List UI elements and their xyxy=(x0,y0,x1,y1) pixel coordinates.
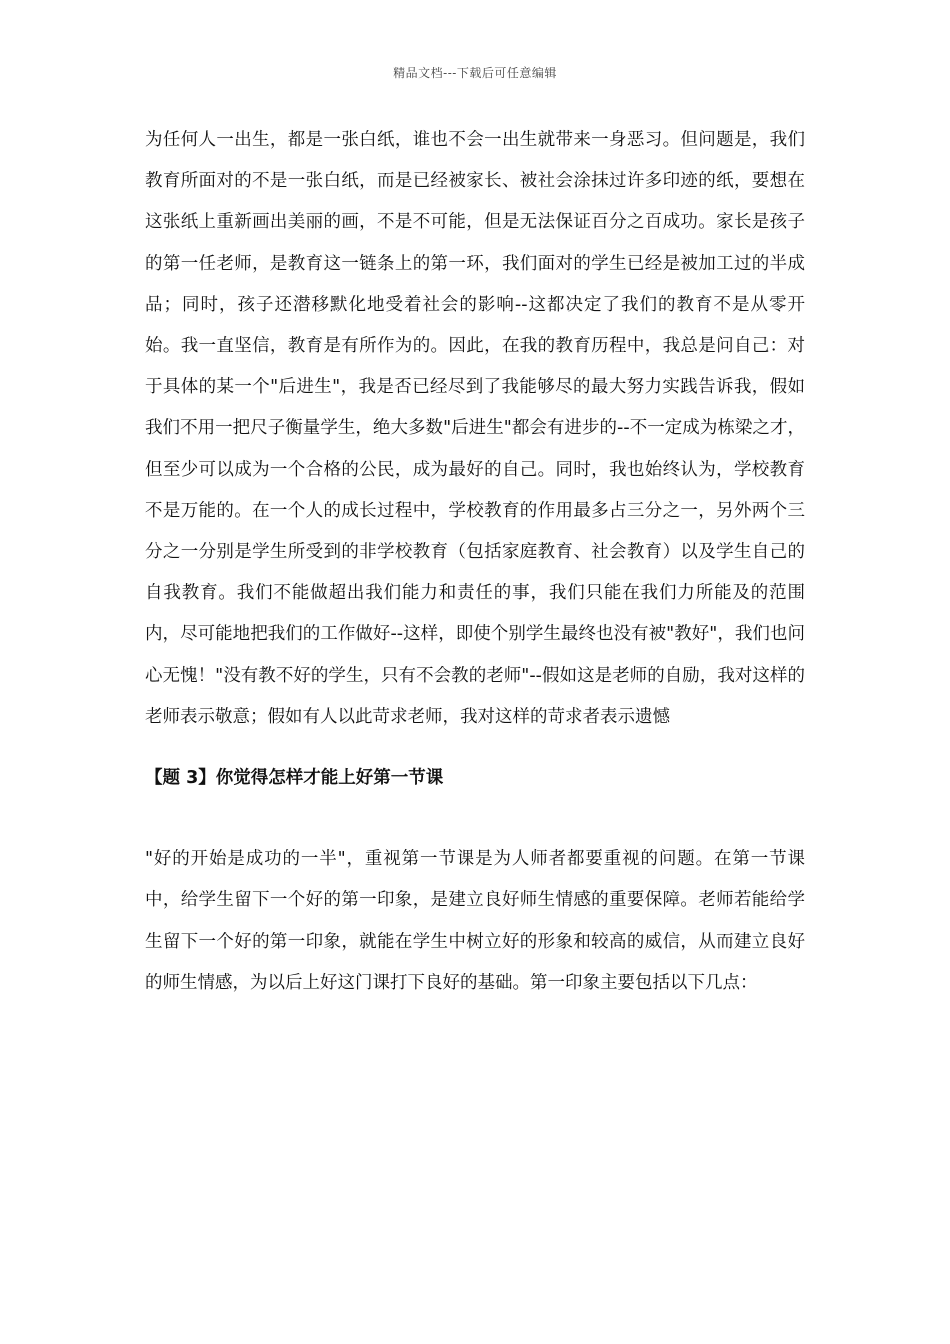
document-body xyxy=(145,120,805,1004)
paragraph-1: 为任何人一出生，都是一张白纸，谁也不会一出生就带来一身恶习。但问题是，我们教育所面对的不是一张白纸，而是已经被家长、被社会涂抹过许多印迹的纸，要想在这张纸上重新画出美丽的画，不是不可能，但是无法保证百分之百成功。家长是孩子的第一任老师，是教育这一链条上的第一环，我们面对的学生已经是被加工过的半成品；同时，孩子还潜移默化地受着社会的影响--这都决定了我们的教育不是从零开始。我一直坚信，教育是有所作为的。因此，在我的教育历程中，我总是问自己：对于具体的某一个"后进生"，我是否已经尽到了我能够尽的最大努力实践告诉我，假如我们不用一把尺子衡量学生，绝大多数"后进生"都会有进步的--不一定成为栋梁之才，但至少可以成为一个合格的公民，成为最好的自己。同时，我也始终认为，学校教育不是万能的。在一个人的成长过程中，学校教育的作用最多占三分之一，另外两个三分之一分别是学生所受到的非学校教育（包括家庭教育、社会教育）以及学生自己的自我教育。我们不能做超出我们能力和责任的事，我们只能在我们力所能及的范围内，尽可能地把我们的工作做好--这样，即使个别学生最终也没有被"教好"，我们也问心无愧！"没有教不好的学生，只有不会教的老师"--假如这是老师的自励，我对这样的老师表示敬意；假如有人以此苛求老师，我对这样的苛求者表示遗憾 xyxy=(145,130,805,727)
question-heading: 【题 3】你觉得怎样才能上好第一节课 xyxy=(145,768,444,789)
spacer xyxy=(145,799,805,839)
page-header: 精品文档---下载后可任意编辑 xyxy=(393,66,557,80)
paragraph-2: "好的开始是成功的一半"，重视第一节课是为人师者都要重视的问题。在第一节课中，给学生留下一个好的第一印象，是建立良好师生情感的重要保障。老师若能给学生留下一个好的第一印象，就能在学生中树立好的形象和较高的威信，从而建立良好的师生情感，为以后上好这门课打下良好的基础。第一印象主要包括以下几点： xyxy=(145,849,805,993)
spacer xyxy=(145,738,805,758)
